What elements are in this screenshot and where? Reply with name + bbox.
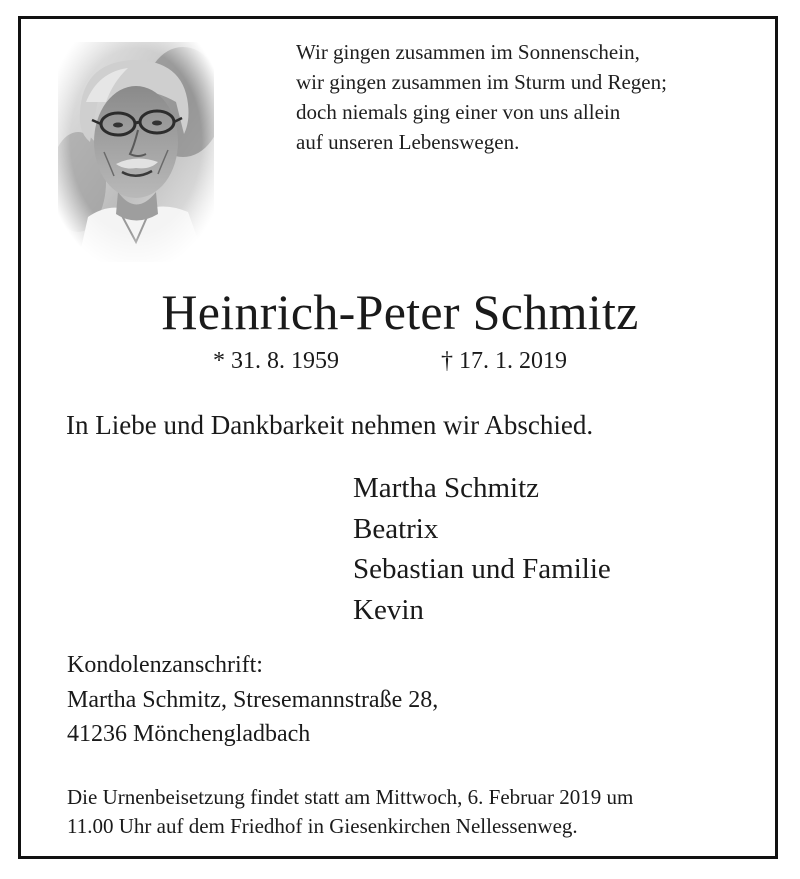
mourner-name: Beatrix [353, 512, 439, 545]
urn-burial-notice [67, 783, 633, 841]
urn-notice-line: 11.00 Uhr auf dem Friedhof in Giesenkirchen Nellessenweg. [67, 814, 578, 838]
death-date: † 17. 1. 2019 [441, 348, 567, 374]
deceased-name: Heinrich-Peter Schmitz [161, 284, 639, 340]
condolence-heading: Kondolenzanschrift: [67, 652, 263, 678]
mourner-name: Martha Schmitz [353, 472, 540, 504]
poem-line: wir gingen zusammen im Sturm und Regen; [296, 70, 667, 94]
poem [296, 37, 667, 157]
condolence-line: Martha Schmitz, Stresemannstraße 28, [67, 686, 439, 713]
poem-line: doch niemals ging einer von uns allein [296, 100, 621, 124]
poem-line: auf unseren Lebenswegen. [296, 130, 520, 154]
farewell-text: In Liebe und Dankbarkeit nehmen wir Abschied. [66, 410, 594, 440]
urn-notice-line: Die Urnenbeisetzung findet statt am Mittwoch, 6. Februar 2019 um [67, 785, 634, 809]
mourners-list [353, 468, 611, 630]
portrait-photo [58, 42, 214, 262]
birth-date: * 31. 8. 1959 [213, 348, 339, 374]
condolence-line: 41236 Mönchengladbach [67, 721, 311, 747]
condolence-address [67, 648, 438, 752]
poem-line: Wir gingen zusammen im Sonnenschein, [296, 40, 640, 64]
mourner-name: Kevin [353, 593, 424, 626]
mourner-name: Sebastian und Familie [353, 553, 611, 585]
